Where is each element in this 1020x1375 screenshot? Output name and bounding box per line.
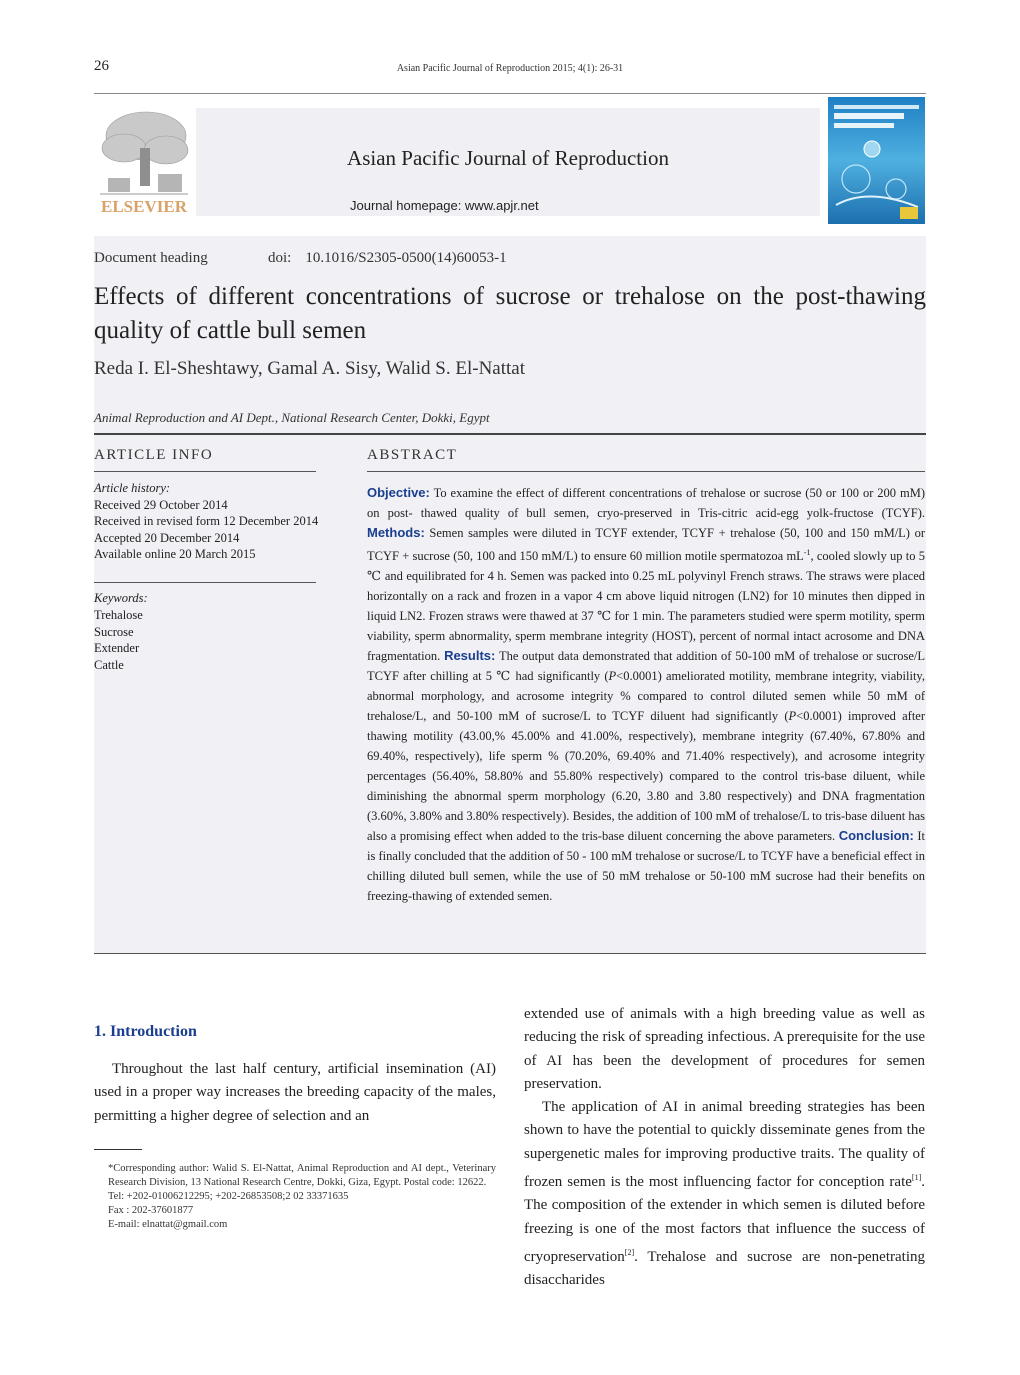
keyword-item: Sucrose xyxy=(94,624,134,639)
abstract-rule xyxy=(367,471,925,472)
objective-label: Objective: xyxy=(367,485,430,500)
results-text-b: <0.0001) ameliorated motility, membrane integrity, viability, abnormal morphology, and acrosome integrity % compared to control diluted semen while 50 mM of trehalose/L, and 50-100 mM of sucrose/L to TCYF diluent had significantly ( xyxy=(367,669,925,724)
keyword-item: Extender xyxy=(94,641,140,656)
methods-label: Methods: xyxy=(367,525,425,540)
doi-label: doi: xyxy=(268,250,292,266)
page-number: 26 xyxy=(94,58,109,74)
body-left-column xyxy=(94,1058,496,1128)
paragraph: extended use of animals with a high breeding value as well as reducing the risk of spreading infectious. A prerequisite for the use of AI has been the development of procedures for semen preservation. xyxy=(524,1006,925,1092)
article-info-heading: ARTICLE INFO xyxy=(94,447,214,463)
author-list: Reda I. El-Sheshtawy, Gamal A. Sisy, Walid S. El-Nattat xyxy=(94,358,526,379)
paragraph: Throughout the last half century, artificial insemination (AI) used in a proper way increases the breeding capacity of the males, permitting a higher degree of selection and an xyxy=(94,1061,496,1124)
corresponding-author-footnote xyxy=(94,1162,496,1232)
document-heading: Document heading xyxy=(94,250,208,266)
doi[interactable] xyxy=(268,250,507,267)
elsevier-wordmark: ELSEVIER xyxy=(101,197,187,216)
conclusion-label: Conclusion: xyxy=(838,828,914,844)
history-rule xyxy=(94,582,316,583)
fax: Fax : 202-37601877 xyxy=(108,1205,194,1216)
footnote-rule xyxy=(94,1149,142,1150)
corresponding-author: *Corresponding author: Walid S. El-Nattat, Animal Reproduction and AI dept., Veterinary Research Division, 13 National Research Centre, Dokki, Giza, Egypt. Postal code: 12622. xyxy=(108,1163,496,1188)
journal-homepage[interactable]: Journal homepage: www.apjr.net xyxy=(350,198,539,213)
citation-ref[interactable]: [1] xyxy=(911,1173,922,1183)
keywords-label: Keywords: xyxy=(94,591,148,605)
section-heading-introduction: 1. Introduction xyxy=(94,1023,197,1040)
abstract-bottom-rule xyxy=(94,953,926,954)
header-rule xyxy=(94,93,926,94)
article-history xyxy=(94,480,318,563)
revised-date: Received in revised form 12 December 2014 xyxy=(94,514,319,528)
abstract-heading: ABSTRACT xyxy=(367,447,458,463)
online-date: Available online 20 March 2015 xyxy=(94,547,256,561)
received-date: Received 29 October 2014 xyxy=(94,497,228,512)
citation-ref[interactable]: [2] xyxy=(624,1247,635,1257)
history-label: Article history: xyxy=(94,481,171,495)
keyword-item: Trehalose xyxy=(94,607,143,622)
methods-text: Semen samples were diluted in TCYF extender, TCYF + trehalose (50, 100 and 150 mM/L) or TCYF + sucrose (50, 100 and 150 mM/L) to ensure 60 million motile spermatozoa mL xyxy=(367,526,926,564)
accepted-date: Accepted 20 December 2014 xyxy=(94,530,240,545)
paragraph-text: . Trehalose and sucrose are non-penetrating disaccharides xyxy=(524,1248,925,1289)
doi-value[interactable]: 10.1016/S2305-0500(14)60053-1 xyxy=(305,250,507,266)
results-text-c: <0.0001) improved after thawing motility (43.00,% 45.00% and 41.00%, respectively), membrane integrity (67.40%, 67.80% and 69.40%, respectively), life sperm % (70.20%, 69.40% and 71.40% respectively), and acrosome integrity percentages (56.40%, 58.80% and 55.80% respectively) compared to the control tris-base diluent, while diminishing the abnormal sperm morphology (6.20, 3.80 and 3.80 respectively) and DNA fragmentation (3.60%, 3.80% and 3.80% respectively). Besides, the addition of 100 mM of trehalose/L to tris-base diluent has also a promising effect when added to the tris-base diluent concerning the above parameters. xyxy=(367,709,926,844)
journal-cover-image xyxy=(828,97,925,224)
results-label: Results: xyxy=(444,648,496,664)
paragraph xyxy=(524,1096,925,1292)
body-right-column xyxy=(524,1003,925,1293)
journal-title: Asian Pacific Journal of Reproduction xyxy=(347,146,669,170)
paragraph-text: The application of AI in animal breeding strategies has been shown to have the potential to quickly disseminate genes from the supergenetic males for improving productive traits. The quality of frozen semen is the most influencing factor for conception rate xyxy=(524,1099,925,1191)
methods-text-rest: , cooled slowly up to 5 ℃ and equilibrated for 4 h. Semen was packed into 0.25 mL polyvinyl French straws. The straws were placed horizontally on a rack and frozen in a vapor 4 cm above liquid nitrogen (LN2) for 10 minutes then dipped in liquid LN2. Frozen straws were thawed at 37 ℃ for 1 min. The parameters studied were sperm motility, sperm viability, sperm abnormality, sperm membrane integrity (HOST), percent of normal intact acrosome and DNA fragmentation. xyxy=(367,549,925,664)
info-top-rule xyxy=(94,433,926,435)
article-title: Effects of different concentrations of sucrose or trehalose on the post-thawing quality of cattle bull semen xyxy=(94,283,926,344)
affiliation: Animal Reproduction and AI Dept., National Research Center, Dokki, Egypt xyxy=(94,410,490,425)
conclusion-text: It is finally concluded that the addition of 50 - 100 mM trehalose or sucrose/L to TCYF have a beneficial effect in chilling diluted bull semen, while the use of 50 mM trehalose or 50-100 mM sucrose had their benefits on freezing-thawing of extended semen. xyxy=(367,829,926,904)
email[interactable]: E-mail: elnattat@gmail.com xyxy=(108,1219,228,1230)
p-value-symbol: P xyxy=(788,709,797,724)
keyword-item: Cattle xyxy=(94,658,124,673)
methods-superscript: -1 xyxy=(803,548,811,557)
elsevier-logo xyxy=(94,108,194,216)
telephone: Tel: +202-01006212295; +202-26853508;2 02 33371635 xyxy=(108,1191,349,1202)
results-text-a: The output data demonstrated that addition of 50-100 mM of trehalose or sucrose/L TCYF after chilling at 5 ℃ had significantly ( xyxy=(367,649,926,684)
p-value-symbol: P xyxy=(608,669,617,684)
running-head: Asian Pacific Journal of Reproduction 2015; 4(1): 26-31 xyxy=(396,63,624,74)
article-info-rule xyxy=(94,471,316,472)
keywords xyxy=(94,590,148,674)
abstract-text xyxy=(367,483,925,906)
objective-text: To examine the effect of different concentrations of trehalose or sucrose (50 or 100 or 200 mM) on post- thawed quality of bull semen, cryo-preserved in Tris-citric acid-egg yolk-fructose (TCYF). xyxy=(367,486,925,520)
paragraph-text: . The composition of the extender in which semen is diluted before freezing is one of the most factors that influence the success of cryopreservation xyxy=(524,1174,925,1265)
